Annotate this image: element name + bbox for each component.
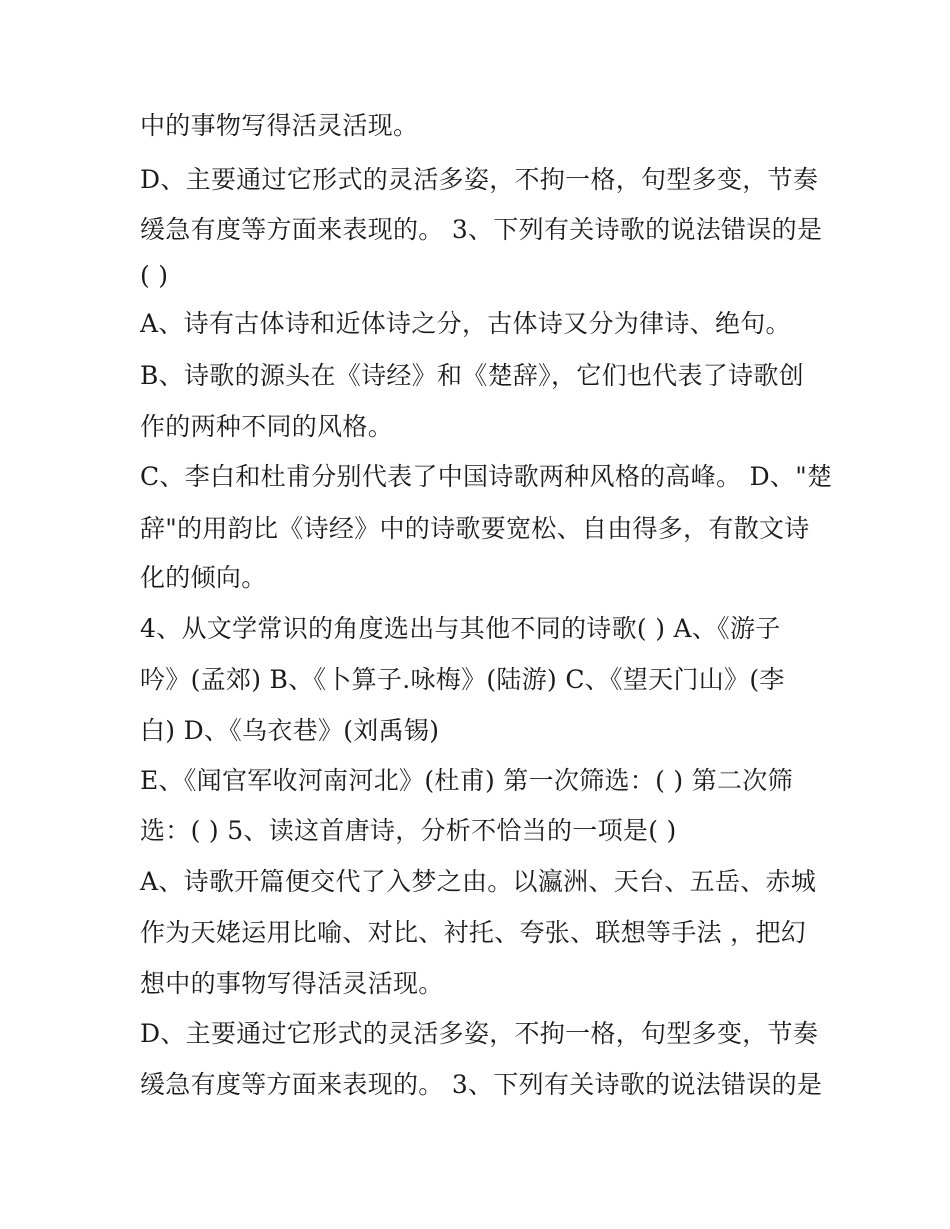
text-line: 选：( ) 5、读这首唐诗，分析不恰当的一项是( ) bbox=[140, 816, 677, 845]
text-line: E、《闻官军收河南河北》(杜甫) 第一次筛选：( ) 第二次筛 bbox=[140, 766, 793, 795]
text-line: D、主要通过它形式的灵活多姿，不拘一格，句型多变，节奏 bbox=[140, 1019, 819, 1048]
text-line: 想中的事物写得活灵活现。 bbox=[140, 969, 444, 998]
text-line: C、李白和杜甫分别代表了中国诗歌两种风格的高峰。 D、"楚 bbox=[140, 462, 833, 491]
text-line: 中的事物写得活灵活现。 bbox=[140, 111, 419, 140]
text-line: 白) D、《乌衣巷》(刘禹锡) bbox=[140, 716, 440, 745]
text-line: 辞"的用韵比《诗经》中的诗歌要宽松、自由得多，有散文诗 bbox=[140, 514, 810, 543]
text-line: A、诗有古体诗和近体诗之分，古体诗又分为律诗、绝句。 bbox=[140, 309, 791, 338]
text-line: 化的倾向。 bbox=[140, 563, 267, 592]
text-line: 缓急有度等方面来表现的。 3、下列有关诗歌的说法错误的是 bbox=[140, 1070, 823, 1099]
text-line: B、诗歌的源头在《诗经》和《楚辞》，它们也代表了诗歌创 bbox=[140, 361, 804, 390]
text-line: 作为天姥运用比喻、对比、衬托、夸张、联想等手法 ，把幻 bbox=[140, 918, 807, 947]
text-line: 作的两种不同的风格。 bbox=[140, 412, 394, 441]
text-line: 吟》(孟郊) B、《卜算子.咏梅》(陆游) C、《望天门山》(李 bbox=[140, 665, 785, 694]
text-line: A、诗歌开篇便交代了入梦之由。以瀛洲、天台、五岳、赤城 bbox=[140, 867, 817, 896]
text-line: 缓急有度等方面来表现的。 3、下列有关诗歌的说法错误的是 bbox=[140, 215, 823, 244]
text-line: 4、从文学常识的角度选出与其他不同的诗歌( ) A、《游子 bbox=[140, 614, 781, 643]
text-line: D、主要通过它形式的灵活多姿，不拘一格，句型多变，节奏 bbox=[140, 165, 819, 194]
text-line: ( ) bbox=[140, 261, 169, 290]
